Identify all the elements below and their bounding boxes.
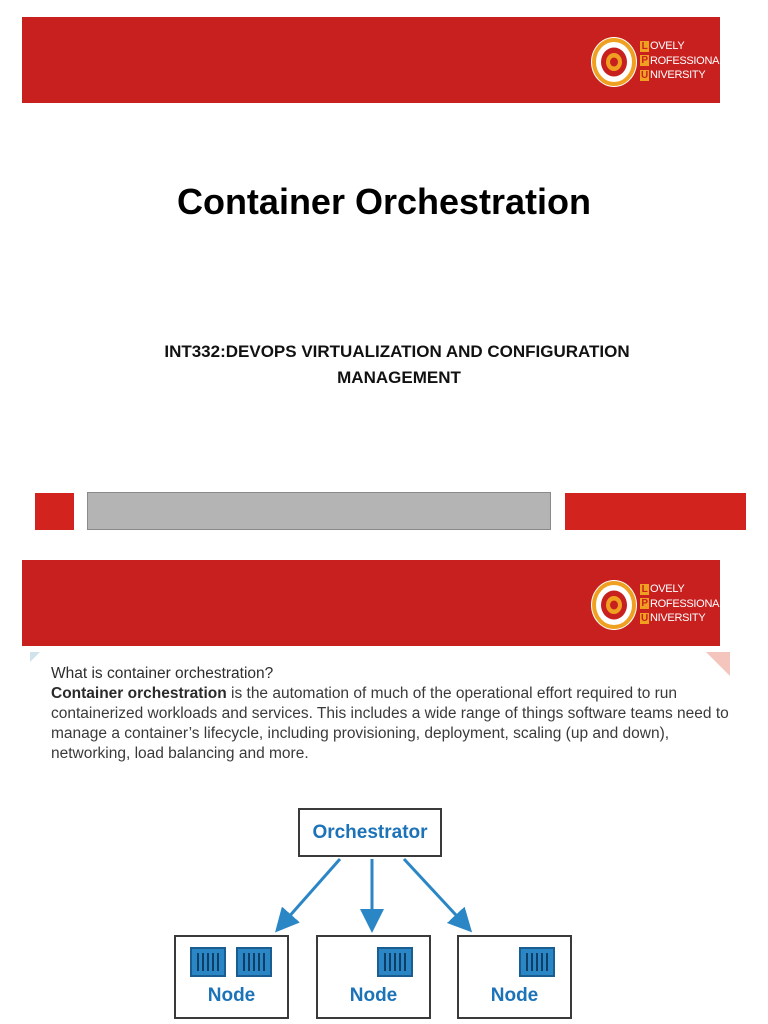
lpu-logo bbox=[588, 573, 725, 637]
orchestrator-label: Orchestrator bbox=[312, 821, 428, 843]
definition-text: is the automation of much of the operational effort required to run containerized workloads and services. This includes a wide range of things software teams need to manage a container’s lifecycle, including provisioning, deployment, scaling (up and down), networking, load balancing and more. bbox=[51, 685, 729, 762]
definition-term: Container orchestration bbox=[51, 685, 227, 702]
course-code-line: INT332:DEVOPS VIRTUALIZATION AND CONFIGURATION bbox=[164, 342, 630, 361]
orchestrator-box bbox=[298, 808, 442, 857]
node-label: Node bbox=[349, 985, 398, 1006]
header-banner-slide-2 bbox=[22, 560, 725, 646]
decor-gray-bar bbox=[87, 492, 551, 530]
corner-decoration-left bbox=[30, 652, 40, 662]
node-box-3 bbox=[457, 935, 572, 1019]
slide-title: Container Orchestration bbox=[176, 181, 592, 222]
decor-red-block-left bbox=[35, 493, 74, 530]
lpu-wordmark: L OVELY P ROFESSIONAL U NIVERSITY bbox=[641, 583, 725, 624]
container-icon bbox=[377, 947, 413, 977]
arrow-to-node-1 bbox=[279, 859, 340, 928]
slide-body-text bbox=[51, 664, 741, 764]
lpu-seal-icon bbox=[588, 34, 640, 90]
node-label: Node bbox=[207, 985, 256, 1006]
course-code-line-2: MANAGEMENT bbox=[337, 368, 461, 387]
node-box-1 bbox=[174, 935, 289, 1019]
container-icon bbox=[190, 947, 226, 977]
container-icon bbox=[236, 947, 272, 977]
definition-paragraph bbox=[51, 684, 741, 764]
container-icon bbox=[519, 947, 555, 977]
node-label: Node bbox=[490, 985, 539, 1006]
lpu-logo bbox=[588, 30, 725, 94]
arrow-to-node-3 bbox=[404, 859, 468, 928]
question-heading: What is container orchestration? bbox=[51, 665, 274, 682]
lpu-seal-icon bbox=[588, 577, 640, 633]
header-banner-slide-1 bbox=[22, 17, 725, 103]
lpu-wordmark: L OVELY P ROFESSIONAL U NIVERSITY bbox=[641, 40, 725, 81]
node-box-2 bbox=[316, 935, 431, 1019]
decor-red-block-right bbox=[565, 493, 746, 530]
